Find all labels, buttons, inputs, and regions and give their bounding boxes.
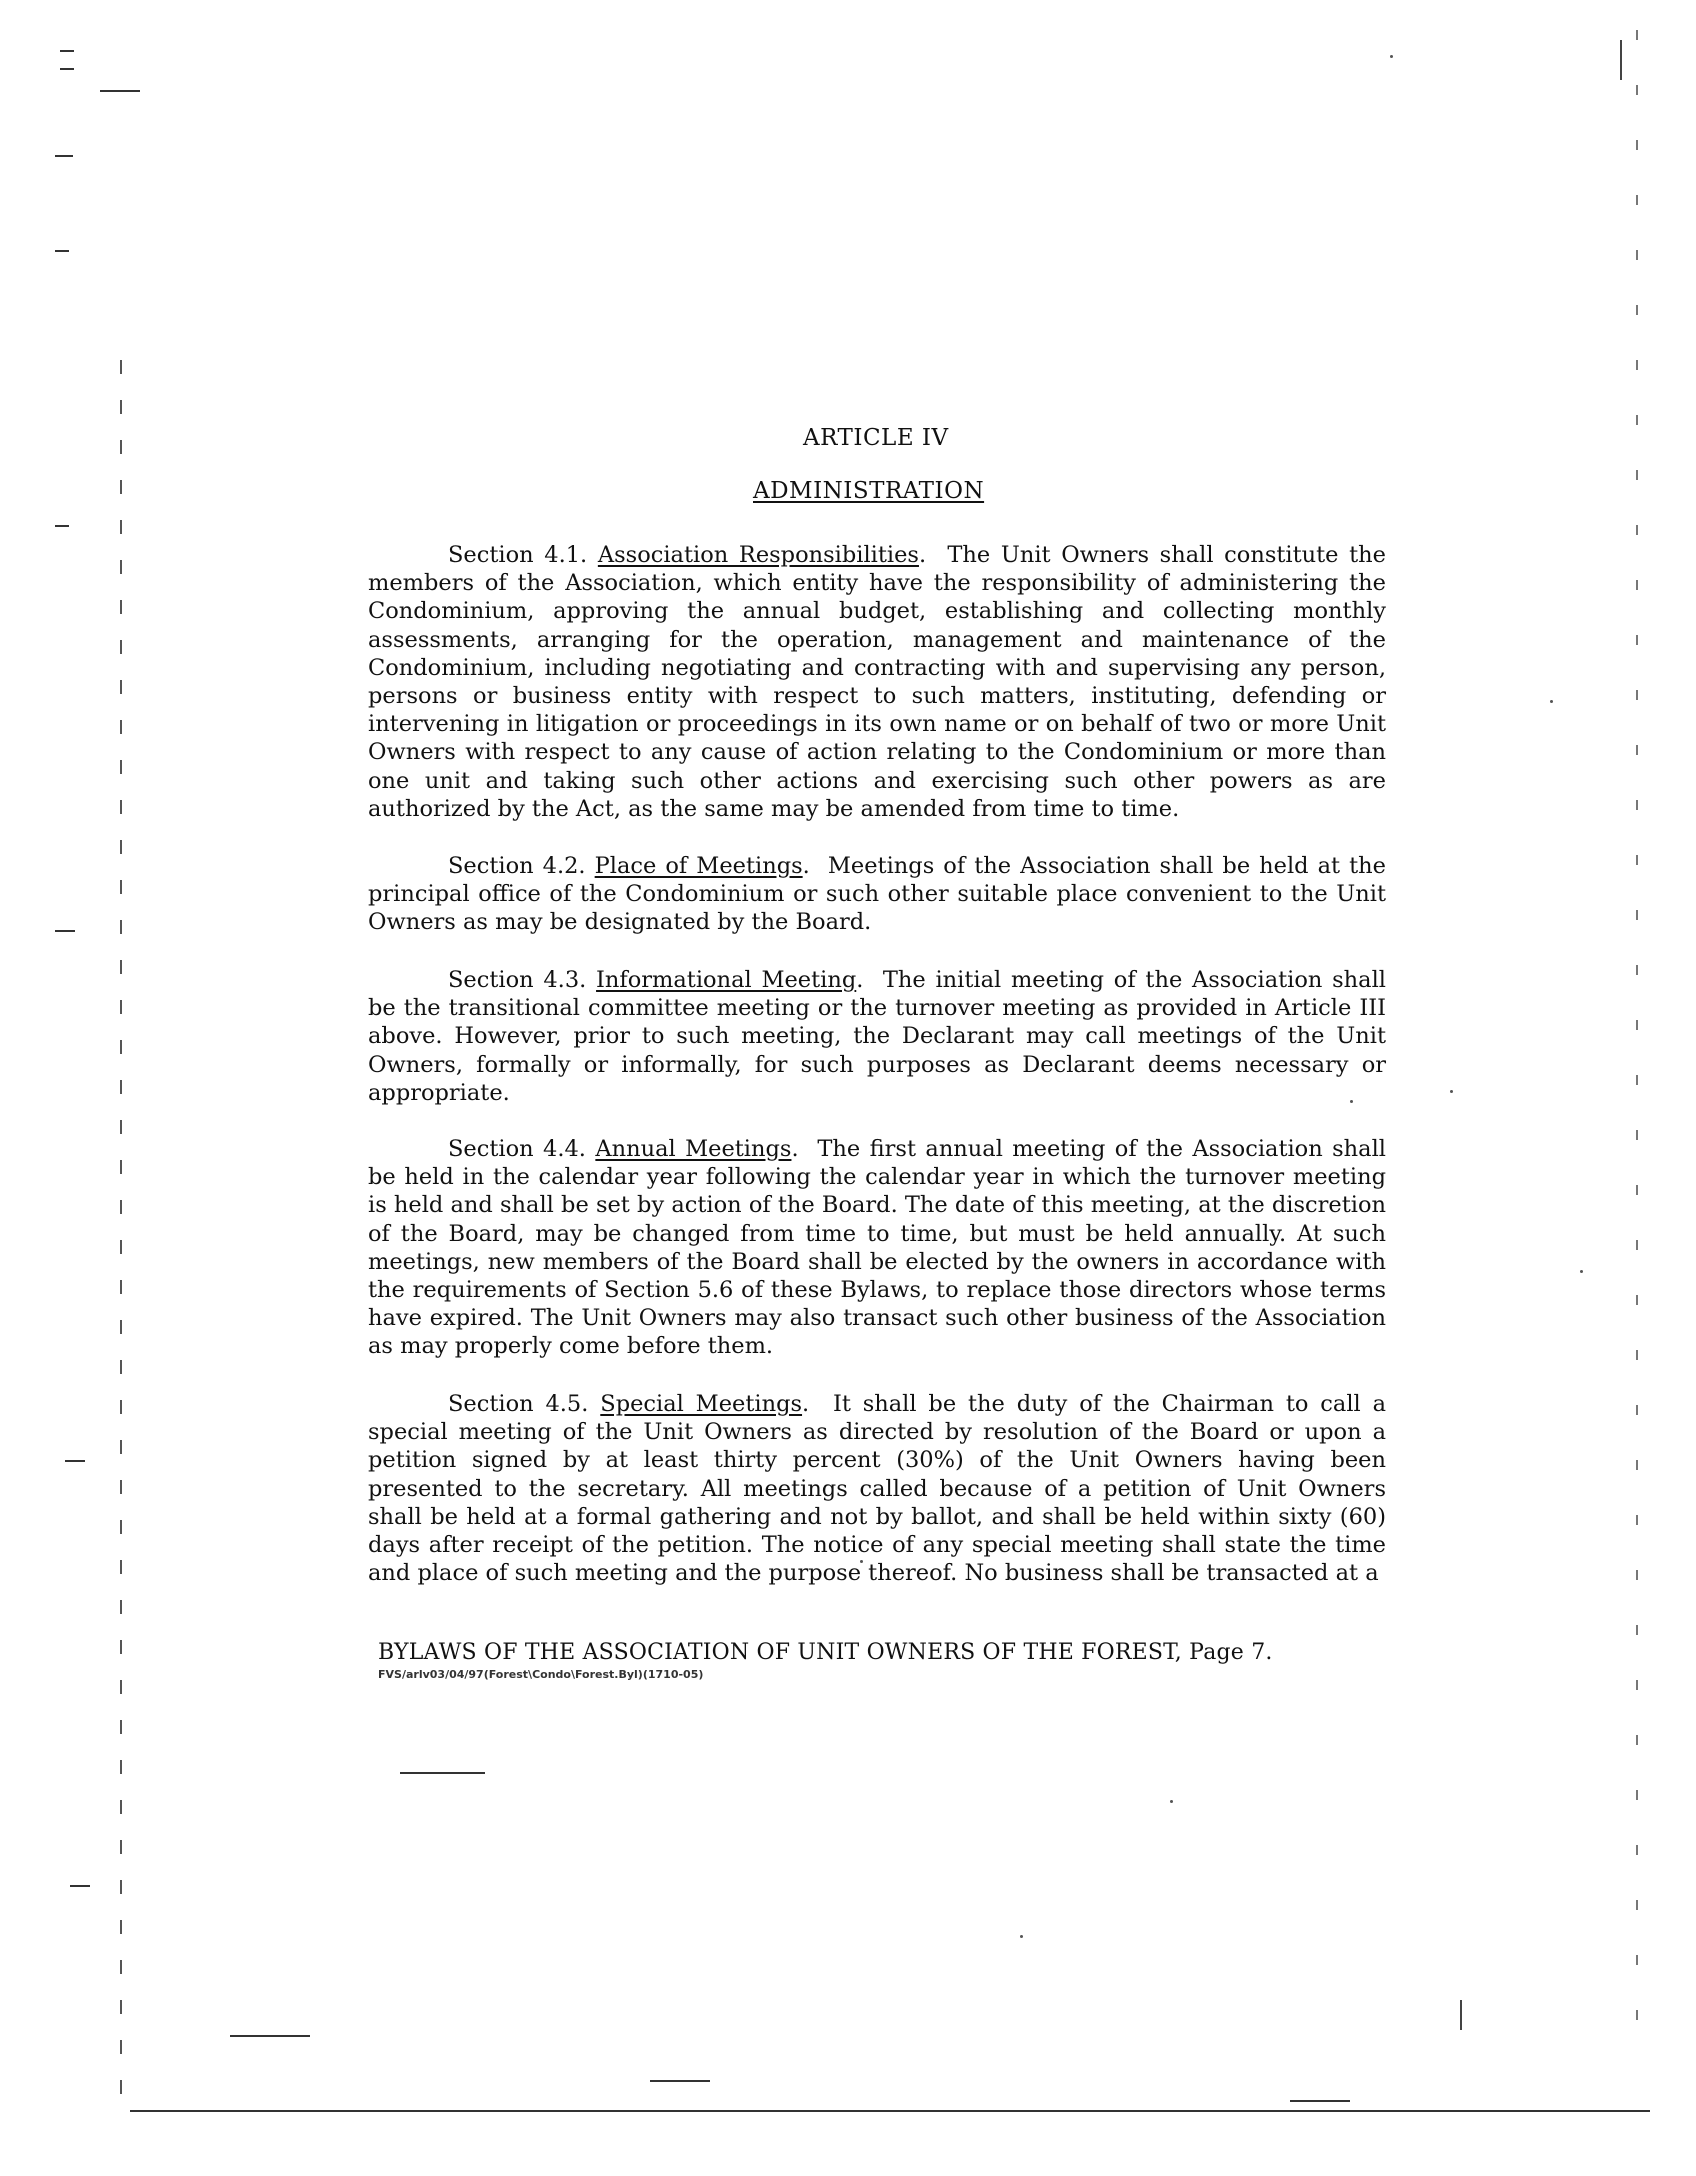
scan-mark bbox=[55, 155, 73, 157]
scan-mark bbox=[55, 930, 75, 932]
article-number: ARTICLE IV bbox=[803, 425, 949, 451]
section-title: Association Responsibilities bbox=[597, 542, 919, 568]
scan-speck bbox=[1170, 1800, 1173, 1803]
section-body: It shall be the duty of the Chairman to call a special meeting of the Unit Owners as directed by resolution of the Board or upon a petition signed by at least thirty percent (30%) of the Unit Owners having been presented to the secretary. All meetings called because of a petition of Unit Owners shall be held at a formal gathering and not by ballot, and shall be held within sixty (60) days after receipt of the petition. The notice of any special meeting shall state the time and place of such meeting and the purpose thereof. No business shall be transacted at a bbox=[368, 1391, 1386, 1587]
scan-speck bbox=[1450, 1090, 1453, 1093]
section-number: Section 4.2. bbox=[448, 853, 586, 879]
section-number: Section 4.5. bbox=[448, 1391, 589, 1417]
scan-mark bbox=[60, 50, 74, 52]
section-body: Meetings of the Association shall be held at the principal office of the Condominium or such other suitable place convenient to the Unit Owners as may be designated by the Board. bbox=[368, 853, 1386, 936]
scan-mark bbox=[1620, 40, 1622, 80]
section-body: The first annual meeting of the Association shall be held in the calendar year following the calendar year in which the turnover meeting is held and shall be set by action of the Board. The date of this meeting, at the discretion of the Board, may be changed from time to time, but must be held annually. At such meetings, new members of the Board shall be elected by the owners in accordance with the requirements of Section 5.6 of these Bylaws, to replace those directors whose terms have expired. The Unit Owners may also transact such other business of the Association as may properly come before them. bbox=[368, 1136, 1386, 1360]
section-number: Section 4.1. bbox=[448, 542, 588, 568]
scan-speck bbox=[1390, 55, 1393, 58]
scan-speck bbox=[1580, 1270, 1583, 1273]
section-4-4: Section 4.4. Annual Meetings. The first annual meeting of the Association shall be held in the calendar year following the calendar year in which the turnover meeting is held and shall be set by action of the Board. The date of this meeting, at the discretion of the Board, may be changed from time to time, but must be held annually. At such meetings, new members of the Board shall be elected by the owners in accordance with the requirements of Section 5.6 of these Bylaws, to replace those directors whose terms have expired. The Unit Owners may also transact such other business of the Association as may properly come before them. bbox=[368, 1136, 1386, 1360]
scan-speck bbox=[1020, 1935, 1023, 1938]
scan-mark bbox=[55, 525, 69, 527]
article-title: ADMINISTRATION bbox=[753, 478, 985, 504]
section-body: The initial meeting of the Association shall be the transitional committee meeting or the turnover meeting as provided in Article III above. However, prior to such meeting, the Declarant may call meetings of the Unit Owners, formally or informally, for such purposes as Declarant deems necessary or appropriate. bbox=[368, 967, 1386, 1106]
scan-edge-right bbox=[1636, 30, 1638, 2030]
scan-speck bbox=[1550, 700, 1553, 703]
section-4-5: Section 4.5. Special Meetings. It shall be the duty of the Chairman to call a special meeting of the Unit Owners as directed by resolution of the Board or upon a petition signed by at least thirty percent (30%) of the Unit Owners having been presented to the secretary. All meetings called because of a petition of Unit Owners shall be held at a formal gathering and not by ballot, and shall be held within sixty (60) days after receipt of the petition. The notice of any special meeting shall state the time and place of such meeting and the purpose thereof. No business shall be transacted at a bbox=[368, 1391, 1386, 1587]
scan-edge-left bbox=[120, 360, 122, 2120]
scan-mark bbox=[1460, 2000, 1462, 2030]
section-body: The Unit Owners shall constitute the members of the Association, which entity have the responsibility of administering the Condominium, approving the annual budget, establishing and collecting monthly assessments, arranging for the operation, management and maintenance of the Condominium, including negotiating and contracting with and supervising any person, persons or business entity with respect to such matters, instituting, defending or intervening in litigation or proceedings in its own name or on behalf of two or more Unit Owners with respect to any cause of action relating to the Condominium or more than one unit and taking such other actions and exercising such other powers as are authorized by the Act, as the same may be amended from time to time. bbox=[368, 542, 1386, 822]
section-4-3: Section 4.3. Informational Meeting. The initial meeting of the Association shall be the transitional committee meeting or the turnover meeting as provided in Article III above. However, prior to such meeting, the Declarant may call meetings of the Unit Owners, formally or informally, for such purposes as Declarant deems necessary or appropriate. bbox=[368, 967, 1386, 1106]
scan-mark bbox=[230, 2035, 310, 2037]
section-number: Section 4.3. bbox=[448, 967, 587, 993]
scan-mark bbox=[70, 1885, 90, 1887]
section-4-1: Section 4.1. Association Responsibilities. The Unit Owners shall constitute the members of the Association, which entity have the responsibility of administering the Condominium, approving the annual budget, establishing and collecting monthly assessments, arranging for the operation, management and maintenance of the Condominium, including negotiating and contracting with and supervising any person, persons or business entity with respect to such matters, instituting, defending or intervening in litigation or proceedings in its own name or on behalf of two or more Unit Owners with respect to any cause of action relating to the Condominium or more than one unit and taking such other actions and exercising such other powers as are authorized by the Act, as the same may be amended from time to time. bbox=[368, 542, 1386, 822]
scan-mark bbox=[100, 90, 140, 92]
footer-title: BYLAWS OF THE ASSOCIATION OF UNIT OWNERS OF THE FOREST, Page 7. bbox=[378, 1640, 1273, 1665]
section-4-2: Section 4.2. Place of Meetings. Meetings of the Association shall be held at the principal office of the Condominium or such other suitable place convenient to the Unit Owners as may be designated by the Board. bbox=[368, 853, 1386, 936]
footer-file-code: FVS/arlv03/04/97(Forest\Condo\Forest.Byl)(1710-05) bbox=[378, 1668, 704, 1681]
scan-mark bbox=[400, 1772, 485, 1774]
scan-mark bbox=[1290, 2100, 1350, 2102]
scan-mark bbox=[60, 68, 74, 70]
section-title: Place of Meetings bbox=[594, 853, 803, 879]
scan-mark bbox=[65, 1460, 85, 1462]
section-number: Section 4.4. bbox=[448, 1136, 586, 1162]
section-title: Annual Meetings bbox=[595, 1136, 792, 1162]
section-title: Informational Meeting bbox=[596, 967, 857, 993]
scan-bottom-rule bbox=[130, 2110, 1650, 2112]
scan-mark bbox=[650, 2080, 710, 2082]
scan-mark bbox=[55, 250, 69, 252]
section-title: Special Meetings bbox=[600, 1391, 803, 1417]
